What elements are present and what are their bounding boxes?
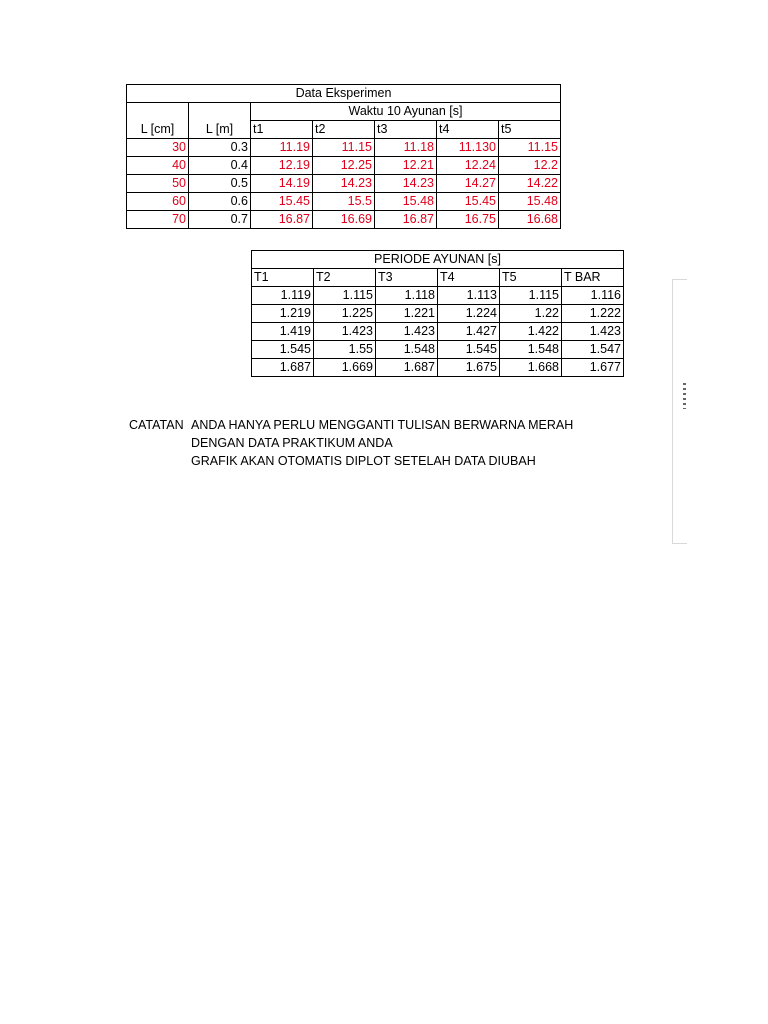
period-cell: 1.423 bbox=[562, 323, 624, 341]
period-cell: 1.225 bbox=[314, 305, 376, 323]
period-header-5: T5 bbox=[500, 269, 562, 287]
period-cell: 1.55 bbox=[314, 341, 376, 359]
period-cell: 1.687 bbox=[252, 359, 314, 377]
time-cell[interactable]: 12.19 bbox=[251, 157, 313, 175]
length-m-cell: 0.3 bbox=[189, 139, 251, 157]
period-cell: 1.221 bbox=[376, 305, 438, 323]
period-cell: 1.115 bbox=[314, 287, 376, 305]
time-cell[interactable]: 16.87 bbox=[375, 211, 437, 229]
time-cell[interactable]: 11.15 bbox=[313, 139, 375, 157]
period-cell: 1.423 bbox=[376, 323, 438, 341]
length-cm-cell[interactable]: 60 bbox=[127, 193, 189, 211]
time-cell[interactable]: 15.48 bbox=[375, 193, 437, 211]
period-table bbox=[251, 250, 624, 377]
header-l-cm: L [cm] bbox=[127, 103, 189, 139]
period-cell: 1.22 bbox=[500, 305, 562, 323]
length-cm-cell[interactable]: 40 bbox=[127, 157, 189, 175]
time-cell[interactable]: 14.19 bbox=[251, 175, 313, 193]
period-table-title: PERIODE AYUNAN [s] bbox=[252, 251, 624, 269]
header-t3: t3 bbox=[375, 121, 437, 139]
header-t1: t1 bbox=[251, 121, 313, 139]
period-cell: 1.427 bbox=[438, 323, 500, 341]
length-m-cell: 0.4 bbox=[189, 157, 251, 175]
experiment-row bbox=[127, 211, 561, 229]
header-t4: t4 bbox=[437, 121, 499, 139]
period-row bbox=[252, 323, 624, 341]
period-cell: 1.115 bbox=[500, 287, 562, 305]
period-header-3: T3 bbox=[376, 269, 438, 287]
time-cell[interactable]: 11.130 bbox=[437, 139, 499, 157]
length-m-cell: 0.6 bbox=[189, 193, 251, 211]
period-cell: 1.118 bbox=[376, 287, 438, 305]
length-m-cell: 0.7 bbox=[189, 211, 251, 229]
experiment-row bbox=[127, 157, 561, 175]
time-cell[interactable]: 11.18 bbox=[375, 139, 437, 157]
period-cell: 1.668 bbox=[500, 359, 562, 377]
header-l-m: L [m] bbox=[189, 103, 251, 139]
time-cell[interactable]: 12.21 bbox=[375, 157, 437, 175]
note-line-3: GRAFIK AKAN OTOMATIS DIPLOT SETELAH DATA DIUBAH bbox=[191, 454, 536, 468]
experiment-data-table bbox=[126, 84, 561, 229]
time-cell[interactable]: 15.48 bbox=[499, 193, 561, 211]
period-cell: 1.222 bbox=[562, 305, 624, 323]
time-cell[interactable]: 12.24 bbox=[437, 157, 499, 175]
header-t2: t2 bbox=[313, 121, 375, 139]
time-cell[interactable]: 16.69 bbox=[313, 211, 375, 229]
length-m-cell: 0.5 bbox=[189, 175, 251, 193]
time-cell[interactable]: 16.68 bbox=[499, 211, 561, 229]
period-header-4: T4 bbox=[438, 269, 500, 287]
time-cell[interactable]: 14.27 bbox=[437, 175, 499, 193]
time-cell[interactable]: 12.25 bbox=[313, 157, 375, 175]
period-cell: 1.545 bbox=[252, 341, 314, 359]
period-row bbox=[252, 341, 624, 359]
period-cell: 1.116 bbox=[562, 287, 624, 305]
length-cm-cell[interactable]: 70 bbox=[127, 211, 189, 229]
time-cell[interactable]: 14.23 bbox=[313, 175, 375, 193]
time-cell[interactable]: 15.45 bbox=[251, 193, 313, 211]
time-cell[interactable]: 14.22 bbox=[499, 175, 561, 193]
period-cell: 1.423 bbox=[314, 323, 376, 341]
period-cell: 1.113 bbox=[438, 287, 500, 305]
period-cell: 1.224 bbox=[438, 305, 500, 323]
period-cell: 1.119 bbox=[252, 287, 314, 305]
experiment-row bbox=[127, 175, 561, 193]
time-cell[interactable]: 16.75 bbox=[437, 211, 499, 229]
length-cm-cell[interactable]: 50 bbox=[127, 175, 189, 193]
period-header-2: T2 bbox=[314, 269, 376, 287]
period-row bbox=[252, 359, 624, 377]
period-cell: 1.547 bbox=[562, 341, 624, 359]
embedded-chart-edge bbox=[672, 279, 687, 544]
header-time-group: Waktu 10 Ayunan [s] bbox=[251, 103, 561, 121]
period-cell: 1.677 bbox=[562, 359, 624, 377]
experiment-row bbox=[127, 139, 561, 157]
period-cell: 1.687 bbox=[376, 359, 438, 377]
period-cell: 1.669 bbox=[314, 359, 376, 377]
period-cell: 1.548 bbox=[376, 341, 438, 359]
period-cell: 1.545 bbox=[438, 341, 500, 359]
period-cell: 1.422 bbox=[500, 323, 562, 341]
period-row bbox=[252, 305, 624, 323]
experiment-table-title: Data Eksperimen bbox=[127, 85, 561, 103]
notes-label: CATATAN bbox=[129, 418, 184, 432]
time-cell[interactable]: 16.87 bbox=[251, 211, 313, 229]
note-line-1: ANDA HANYA PERLU MENGGANTI TULISAN BERWARNA MERAH bbox=[191, 418, 574, 432]
period-cell: 1.419 bbox=[252, 323, 314, 341]
period-header-6: T BAR bbox=[562, 269, 624, 287]
period-cell: 1.219 bbox=[252, 305, 314, 323]
time-cell[interactable]: 11.19 bbox=[251, 139, 313, 157]
period-row bbox=[252, 287, 624, 305]
time-cell[interactable]: 15.45 bbox=[437, 193, 499, 211]
time-cell[interactable]: 15.5 bbox=[313, 193, 375, 211]
period-header-1: T1 bbox=[252, 269, 314, 287]
period-cell: 1.675 bbox=[438, 359, 500, 377]
time-cell[interactable]: 12.2 bbox=[499, 157, 561, 175]
notes-section bbox=[129, 416, 573, 470]
length-cm-cell[interactable]: 30 bbox=[127, 139, 189, 157]
time-cell[interactable]: 14.23 bbox=[375, 175, 437, 193]
experiment-row bbox=[127, 193, 561, 211]
note-line-2: DENGAN DATA PRAKTIKUM ANDA bbox=[191, 436, 393, 450]
header-t5: t5 bbox=[499, 121, 561, 139]
chart-axis-label-fragment bbox=[683, 383, 686, 409]
time-cell[interactable]: 11.15 bbox=[499, 139, 561, 157]
period-cell: 1.548 bbox=[500, 341, 562, 359]
